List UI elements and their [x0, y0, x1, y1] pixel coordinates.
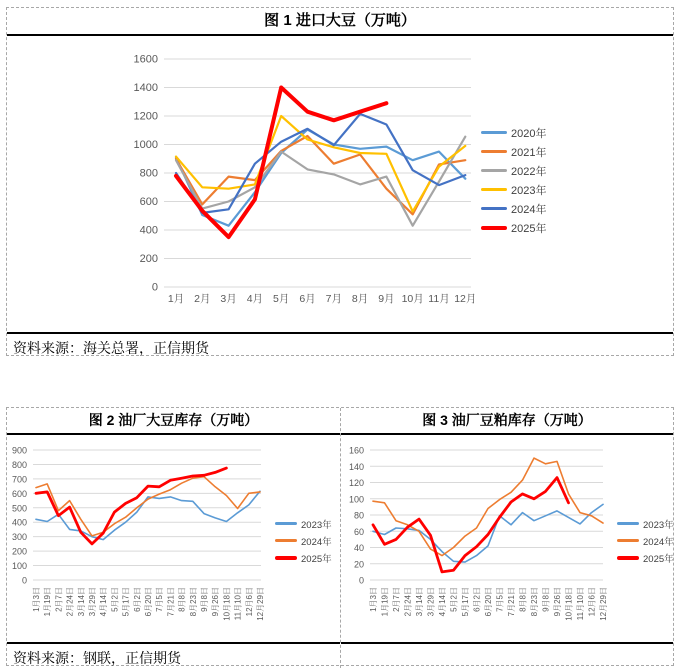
figure1-line-chart: [7, 36, 673, 332]
figure1-legend: [481, 123, 546, 237]
x-tick-label: 9月8日: [541, 587, 551, 612]
x-tick-label: 7月21日: [166, 587, 176, 617]
y-tick-label: 200: [11, 546, 27, 557]
x-tick-label: 8月23日: [530, 587, 539, 617]
x-tick-label: 1月19日: [43, 587, 53, 617]
x-tick-label: 1月: [167, 293, 185, 305]
figure3-chart-region: [341, 435, 673, 642]
x-tick-label: 10月18日: [564, 587, 574, 621]
figure1-source-caption: 资料来源：海关总署，正信期货: [7, 332, 673, 358]
figure3-legend: [617, 515, 674, 566]
legend-swatch: [481, 131, 507, 134]
legend-label: 2023年: [511, 184, 547, 197]
x-tick-label: 5月2日: [110, 587, 120, 612]
legend-label: 2020年: [511, 127, 547, 140]
y-tick-label: 400: [11, 517, 27, 528]
series-2024年: [373, 458, 603, 555]
legend-item-2023年: [481, 180, 546, 199]
x-tick-label: 8月8日: [518, 587, 528, 612]
x-tick-label: 12月29日: [256, 587, 265, 621]
legend-label: 2021年: [511, 146, 547, 159]
x-tick-label: 8月: [351, 293, 369, 305]
legend-item-2023年: [617, 515, 674, 532]
x-tick-label: 5月17日: [121, 587, 131, 617]
y-tick-label: 20: [353, 559, 364, 570]
x-tick-label: 9月8日: [200, 587, 209, 612]
y-tick-label: 1200: [133, 110, 158, 123]
legend-swatch: [481, 150, 507, 153]
figure2-title: 图 2 油厂大豆库存（万吨）: [7, 408, 340, 435]
figure2-cell: [7, 408, 340, 668]
legend-item-2024年: [275, 532, 332, 549]
x-tick-label: 12月: [454, 293, 477, 305]
figure3-source-empty: [341, 642, 673, 668]
x-tick-label: 6月: [299, 293, 316, 305]
x-tick-label: 4月14日: [99, 587, 109, 617]
legend-item-2025年: [275, 549, 332, 566]
x-tick-label: 6月2日: [472, 587, 482, 612]
legend-label: 2023年: [643, 519, 674, 531]
x-tick-label: 11月10日: [233, 587, 243, 621]
legend-item-2022年: [481, 161, 546, 180]
legend-swatch: [275, 522, 297, 525]
legend-item-2025年: [481, 218, 546, 237]
legend-swatch: [275, 556, 297, 560]
y-tick-label: 800: [11, 459, 27, 470]
x-tick-label: 6月20日: [144, 587, 153, 617]
y-tick-label: 140: [348, 461, 364, 472]
x-tick-label: 2月24日: [65, 587, 75, 617]
x-tick-label: 7月5日: [155, 587, 165, 612]
x-tick-label: 11月10日: [576, 587, 585, 621]
y-tick-label: 40: [353, 543, 364, 553]
x-tick-label: 12月6日: [244, 587, 254, 617]
legend-swatch: [481, 169, 507, 172]
x-tick-label: 9月: [378, 293, 395, 305]
legend-item-2023年: [275, 515, 332, 532]
figure2-legend: [275, 515, 332, 566]
y-tick-label: 1000: [133, 139, 158, 151]
legend-swatch: [617, 522, 639, 525]
figure3-cell: [340, 408, 673, 668]
y-tick-label: 160: [348, 445, 364, 456]
x-tick-label: 10月: [401, 293, 424, 305]
legend-label: 2025年: [643, 553, 674, 565]
y-tick-label: 120: [348, 478, 364, 488]
y-tick-label: 80: [353, 510, 364, 521]
x-tick-label: 1月3日: [32, 587, 41, 612]
y-tick-label: 700: [11, 474, 27, 485]
y-tick-label: 100: [348, 494, 364, 505]
x-tick-label: 6月2日: [132, 587, 142, 612]
x-tick-label: 6月20日: [484, 587, 493, 617]
x-tick-label: 3月29日: [88, 587, 97, 617]
x-tick-label: 3月: [220, 293, 237, 305]
x-tick-label: 5月17日: [461, 587, 470, 617]
y-tick-label: 600: [11, 488, 27, 499]
legend-label: 2024年: [643, 536, 674, 548]
figure1-chart-region: [7, 36, 673, 332]
legend-swatch: [617, 556, 639, 560]
x-tick-label: 2月7日: [54, 587, 64, 612]
x-tick-label: 7月21日: [507, 587, 516, 617]
y-tick-label: 300: [11, 532, 27, 543]
x-tick-label: 12月6日: [587, 587, 597, 617]
series-2025年: [176, 88, 386, 238]
legend-item-2024年: [617, 532, 674, 549]
y-tick-label: 1400: [133, 82, 158, 94]
legend-label: 2024年: [301, 536, 332, 548]
legend-label: 2024年: [511, 203, 547, 216]
y-tick-label: 1600: [133, 53, 158, 66]
figures23-source-caption: 资料来源：钢联，正信期货: [7, 642, 340, 668]
figure1-panel: [6, 7, 674, 356]
x-tick-label: 7月5日: [495, 587, 505, 612]
legend-swatch: [275, 539, 297, 542]
x-tick-label: 4月: [246, 293, 264, 305]
x-tick-label: 5月2日: [449, 587, 459, 612]
series-2025年: [373, 478, 569, 572]
y-tick-label: 0: [151, 281, 158, 294]
figures23-cells: [7, 408, 673, 668]
y-tick-label: 500: [11, 503, 27, 514]
legend-swatch: [481, 207, 507, 210]
legend-label: 2025年: [511, 222, 547, 235]
x-tick-label: 12月29日: [599, 587, 608, 621]
y-tick-label: 0: [21, 575, 27, 586]
figure1-title: 图 1 进口大豆（万吨）: [7, 8, 673, 36]
y-tick-label: 900: [11, 445, 27, 456]
x-tick-label: 5月: [273, 293, 290, 305]
x-tick-label: 3月14日: [76, 587, 86, 617]
y-tick-label: 60: [353, 526, 364, 537]
legend-swatch: [617, 539, 639, 542]
x-tick-label: 3月29日: [426, 587, 436, 617]
x-tick-label: 9月26日: [553, 587, 562, 617]
x-tick-label: 8月8日: [177, 587, 187, 612]
figure2-chart-region: [7, 435, 340, 642]
x-tick-label: 7月: [325, 293, 342, 305]
legend-item-2025年: [617, 549, 674, 566]
y-tick-label: 400: [139, 224, 158, 237]
y-tick-label: 600: [139, 196, 158, 208]
legend-label: 2022年: [511, 165, 547, 178]
figures23-panel: [6, 407, 674, 666]
x-tick-label: 1月19日: [380, 587, 390, 617]
x-tick-label: 2月: [194, 293, 211, 305]
x-tick-label: 8月23日: [188, 587, 198, 617]
x-tick-label: 1月3日: [369, 587, 378, 612]
x-tick-label: 11月: [428, 293, 450, 305]
legend-swatch: [481, 226, 507, 230]
legend-item-2021年: [481, 142, 546, 161]
legend-item-2024年: [481, 199, 546, 218]
legend-label: 2025年: [301, 553, 332, 565]
figure3-title: 图 3 油厂豆粕库存（万吨）: [341, 408, 673, 435]
y-tick-label: 0: [358, 575, 364, 586]
x-tick-label: 9月26日: [211, 587, 221, 617]
x-tick-label: 2月24日: [403, 587, 413, 617]
y-tick-label: 800: [139, 167, 158, 180]
x-tick-label: 4月14日: [438, 587, 447, 617]
y-tick-label: 200: [139, 253, 158, 265]
x-tick-label: 2月7日: [392, 587, 401, 612]
series-2023年: [176, 116, 465, 212]
x-tick-label: 3月14日: [415, 587, 424, 617]
legend-item-2020年: [481, 123, 546, 142]
legend-label: 2023年: [301, 519, 332, 531]
legend-swatch: [481, 188, 507, 191]
y-tick-label: 100: [11, 561, 27, 572]
x-tick-label: 10月18日: [222, 587, 232, 621]
